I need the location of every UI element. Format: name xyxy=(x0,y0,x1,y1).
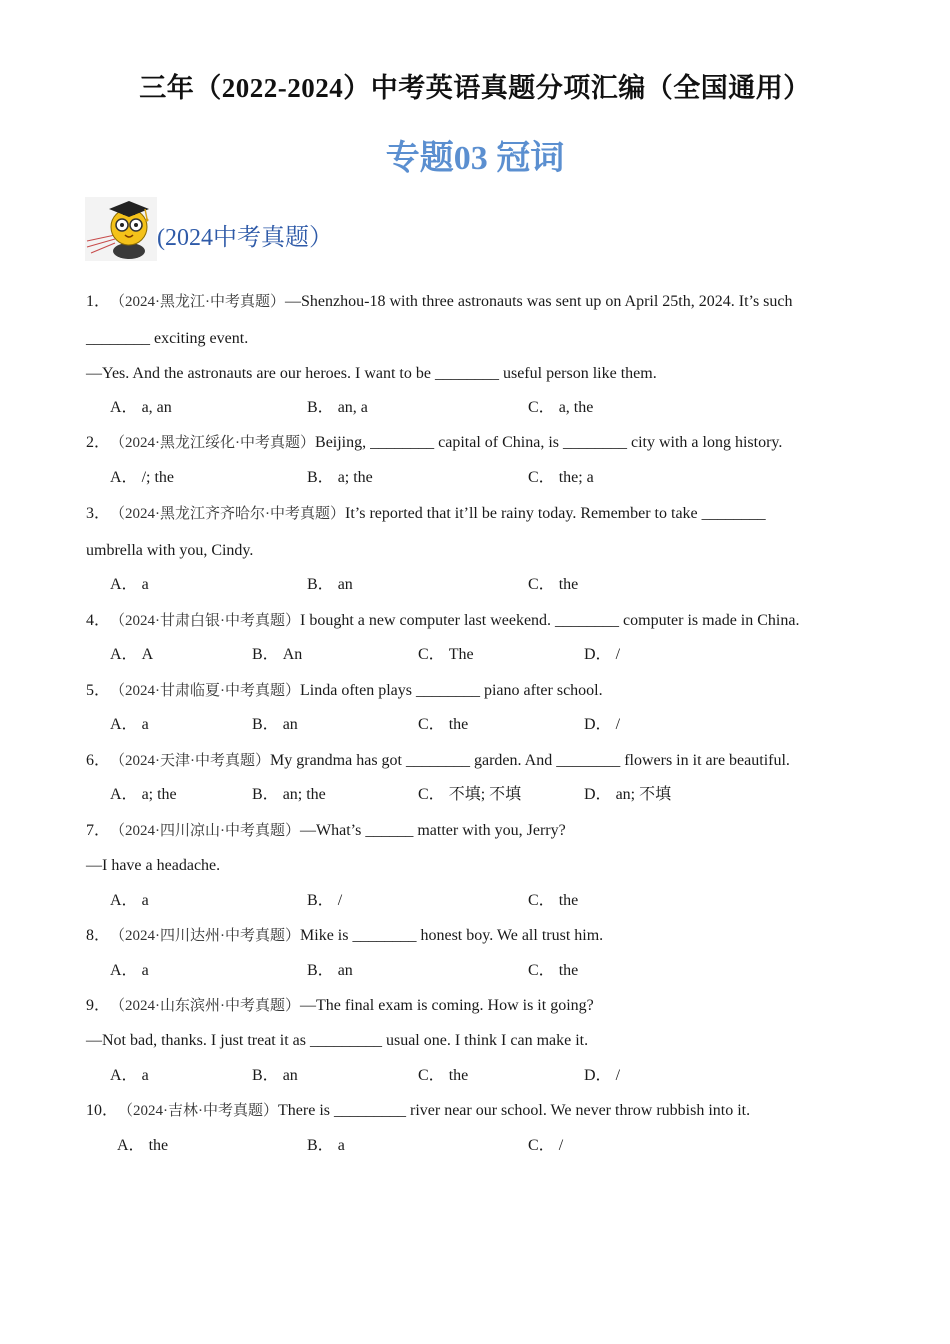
option-letter: A． xyxy=(110,469,138,486)
question-text: It’s reported that it’ll be rainy today. Remember to take ________ xyxy=(345,505,766,522)
option-letter: A． xyxy=(110,576,138,593)
question-9-option-a xyxy=(110,1066,149,1086)
question-6-line-1 xyxy=(86,751,866,771)
question-1-option-c xyxy=(528,398,593,418)
question-1-line-3 xyxy=(86,364,866,384)
option-text: / xyxy=(558,1137,564,1154)
question-10-option-a xyxy=(117,1136,168,1156)
option-text: the xyxy=(148,1137,169,1154)
option-letter: B． xyxy=(307,399,334,416)
question-4-line-1 xyxy=(86,611,866,631)
option-text: a xyxy=(141,892,149,909)
question-10-line-1 xyxy=(86,1101,866,1121)
question-3-line-1 xyxy=(86,504,866,524)
section-label: (2024中考真题） xyxy=(157,225,333,251)
option-letter: A． xyxy=(110,892,138,909)
option-letter: D． xyxy=(584,786,612,803)
option-letter: C． xyxy=(418,786,445,803)
question-source: （2024·黑龙江绥化·中考真题） xyxy=(110,435,316,451)
question-3-option-c xyxy=(528,575,578,595)
option-text: an, a xyxy=(337,399,368,416)
question-4-option-a xyxy=(110,645,153,665)
option-letter: B． xyxy=(252,646,279,663)
question-number: 10． xyxy=(86,1102,119,1119)
option-text: a, the xyxy=(558,399,594,416)
option-text: A xyxy=(141,646,154,663)
question-text: —Shenzhou-18 with three astronauts was sent up on April 25th, 2024. It’s such xyxy=(285,293,793,310)
option-text: an; the xyxy=(282,786,326,803)
question-number: 5． xyxy=(86,682,111,699)
option-text: / xyxy=(337,892,343,909)
option-text: the xyxy=(558,962,579,979)
question-text: umbrella with you, Cindy. xyxy=(86,542,254,559)
question-2-option-c xyxy=(528,468,594,488)
option-text: a; the xyxy=(141,786,177,803)
question-source: （2024·山东滨州·中考真题） xyxy=(110,998,301,1014)
question-8-option-a xyxy=(110,961,149,981)
option-text: an xyxy=(337,576,353,593)
option-letter: C． xyxy=(528,892,555,909)
question-text: —Not bad, thanks. I just treat it as _________ usual one. I think I can make it. xyxy=(86,1032,589,1049)
question-7-option-a xyxy=(110,891,149,911)
option-letter: B． xyxy=(252,1067,279,1084)
question-6-option-b xyxy=(252,785,326,805)
option-letter: A． xyxy=(110,962,138,979)
question-2-option-b xyxy=(307,468,373,488)
question-source: （2024·天津·中考真题） xyxy=(110,753,271,769)
question-text: —The final exam is coming. How is it going? xyxy=(300,997,594,1014)
question-number: 1． xyxy=(86,293,111,310)
question-source: （2024·黑龙江·中考真题） xyxy=(110,294,286,310)
option-text: an xyxy=(337,962,353,979)
question-5-line-1 xyxy=(86,681,866,701)
option-text: the; a xyxy=(558,469,594,486)
option-text: the xyxy=(448,1067,469,1084)
option-letter: B． xyxy=(307,576,334,593)
question-4-option-b xyxy=(252,645,302,665)
question-text: —Yes. And the astronauts are our heroes. I want to be ________ useful person like them. xyxy=(86,365,657,382)
option-letter: D． xyxy=(584,646,612,663)
question-source: （2024·甘肃临夏·中考真题） xyxy=(110,683,301,699)
question-1-line-1 xyxy=(86,292,866,312)
option-text: an; 不填 xyxy=(615,786,672,803)
option-text: / xyxy=(615,1067,621,1084)
option-letter: A． xyxy=(117,1137,145,1154)
option-text: an xyxy=(282,716,298,733)
question-number: 9． xyxy=(86,997,111,1014)
option-letter: B． xyxy=(307,892,334,909)
question-text: ________ exciting event. xyxy=(86,330,249,347)
question-6-option-a xyxy=(110,785,177,805)
option-letter: C． xyxy=(418,716,445,733)
option-letter: C． xyxy=(528,399,555,416)
option-letter: C． xyxy=(528,469,555,486)
question-10-option-c xyxy=(528,1136,563,1156)
option-text: an xyxy=(282,1067,298,1084)
option-text: a; the xyxy=(337,469,373,486)
question-text: I bought a new computer last weekend. ________ computer is made in China. xyxy=(300,612,800,629)
question-text: Beijing, ________ capital of China, is ________ city with a long history. xyxy=(315,434,783,451)
option-text: / xyxy=(615,646,621,663)
question-1-line-2 xyxy=(86,329,866,349)
question-3-option-a xyxy=(110,575,149,595)
question-4-option-d xyxy=(584,645,620,665)
option-letter: A． xyxy=(110,646,138,663)
question-9-option-b xyxy=(252,1066,298,1086)
question-text: My grandma has got ________ garden. And ________ flowers in it are beautiful. xyxy=(270,752,790,769)
section-header xyxy=(85,197,485,261)
option-letter: B． xyxy=(252,786,279,803)
question-1-option-b xyxy=(307,398,368,418)
question-7-line-2 xyxy=(86,856,866,876)
option-letter: C． xyxy=(528,962,555,979)
option-letter: A． xyxy=(110,786,138,803)
question-text: —What’s ______ matter with you, Jerry? xyxy=(300,822,566,839)
question-10-option-b xyxy=(307,1136,345,1156)
question-text: Linda often plays ________ piano after school. xyxy=(300,682,603,699)
question-7-line-1 xyxy=(86,821,866,841)
option-text: 不填; 不填 xyxy=(448,786,522,803)
question-8-option-b xyxy=(307,961,353,981)
question-9-line-1 xyxy=(86,996,866,1016)
option-letter: A． xyxy=(110,399,138,416)
option-letter: A． xyxy=(110,716,138,733)
option-letter: B． xyxy=(307,469,334,486)
option-text: a xyxy=(141,716,149,733)
option-text: The xyxy=(448,646,474,663)
question-2-line-1 xyxy=(86,433,866,453)
option-letter: C． xyxy=(418,646,445,663)
option-letter: B． xyxy=(307,1137,334,1154)
question-number: 6． xyxy=(86,752,111,769)
question-7-option-c xyxy=(528,891,578,911)
question-4-option-c xyxy=(418,645,474,665)
option-letter: C． xyxy=(528,1137,555,1154)
question-source: （2024·吉林·中考真题） xyxy=(118,1103,279,1119)
document-title: 三年（2022-2024）中考英语真题分项汇编（全国通用） xyxy=(139,73,811,103)
question-source: （2024·四川达州·中考真题） xyxy=(110,928,301,944)
option-text: /; the xyxy=(141,469,174,486)
question-number: 2． xyxy=(86,434,111,451)
question-7-option-b xyxy=(307,891,342,911)
question-6-option-d xyxy=(584,785,671,805)
topic-title: 专题03 冠词 xyxy=(385,140,565,177)
option-text: An xyxy=(282,646,303,663)
question-5-option-a xyxy=(110,715,149,735)
option-text: a xyxy=(337,1137,345,1154)
question-source: （2024·黑龙江齐齐哈尔·中考真题） xyxy=(110,506,346,522)
question-number: 7． xyxy=(86,822,111,839)
question-text: There is _________ river near our school. We never throw rubbish into it. xyxy=(278,1102,751,1119)
question-9-option-c xyxy=(418,1066,468,1086)
question-source: （2024·甘肃白银·中考真题） xyxy=(110,613,301,629)
option-letter: B． xyxy=(307,962,334,979)
question-8-option-c xyxy=(528,961,578,981)
question-5-option-d xyxy=(584,715,620,735)
option-text: the xyxy=(558,576,579,593)
question-number: 4． xyxy=(86,612,111,629)
option-letter: A． xyxy=(110,1067,138,1084)
option-text: a xyxy=(141,576,149,593)
option-text: the xyxy=(448,716,469,733)
question-number: 3． xyxy=(86,505,111,522)
option-letter: D． xyxy=(584,1067,612,1084)
option-text: / xyxy=(615,716,621,733)
question-8-line-1 xyxy=(86,926,866,946)
option-text: the xyxy=(558,892,579,909)
option-letter: C． xyxy=(418,1067,445,1084)
question-text: Mike is ________ honest boy. We all trust him. xyxy=(300,927,604,944)
option-text: a, an xyxy=(141,399,172,416)
option-letter: C． xyxy=(528,576,555,593)
question-3-line-2 xyxy=(86,541,866,561)
question-5-option-c xyxy=(418,715,468,735)
question-2-option-a xyxy=(110,468,174,488)
question-9-option-d xyxy=(584,1066,620,1086)
graduate-owl-mascot-icon xyxy=(85,197,157,261)
option-letter: D． xyxy=(584,716,612,733)
question-text: —I have a headache. xyxy=(86,857,221,874)
question-source: （2024·四川凉山·中考真题） xyxy=(110,823,301,839)
option-text: a xyxy=(141,1067,149,1084)
question-9-line-2 xyxy=(86,1031,866,1051)
question-3-option-b xyxy=(307,575,353,595)
question-number: 8． xyxy=(86,927,111,944)
question-1-option-a xyxy=(110,398,172,418)
option-text: a xyxy=(141,962,149,979)
question-6-option-c xyxy=(418,785,521,805)
option-letter: B． xyxy=(252,716,279,733)
question-5-option-b xyxy=(252,715,298,735)
